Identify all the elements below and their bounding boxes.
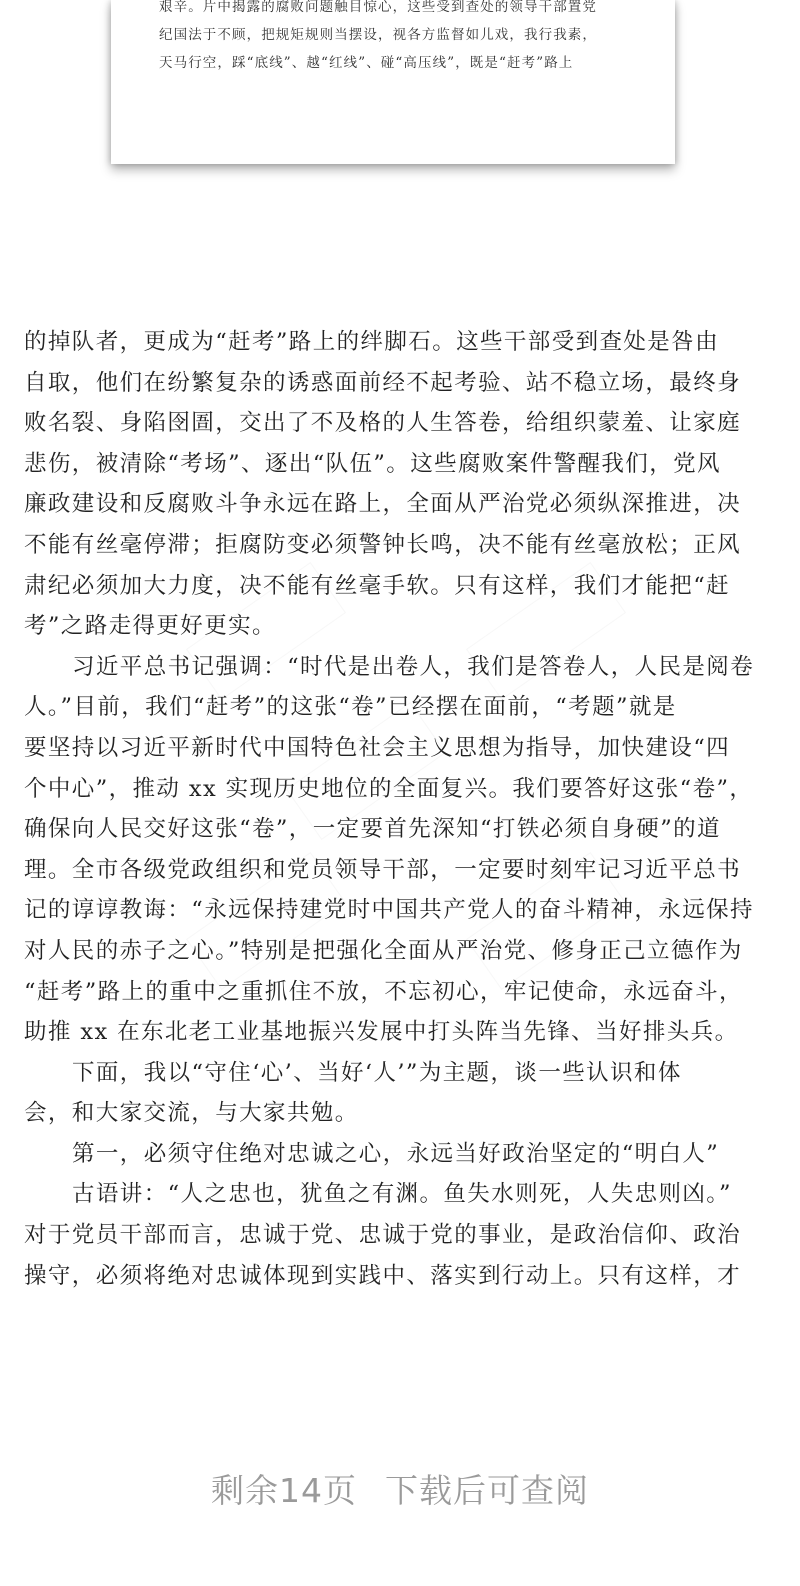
document-body	[24, 322, 776, 1296]
body-line: 自取，他们在纷繁复杂的诱惑面前经不起考验、站不稳立场，最终身	[24, 369, 742, 396]
body-line: 人。”目前，我们“赶考”的这张“卷”已经摆在面前，“考题”就是	[24, 694, 677, 721]
body-line: 记的谆谆教诲：“永远保持建党时中国共产党人的奋斗精神，永远保持	[24, 897, 754, 924]
section-heading: 第一，必须守住绝对忠诚之心，永远当好政治坚定的“明白人”	[72, 1140, 720, 1167]
download-to-read-label[interactable]: 下载后可查阅	[385, 1471, 589, 1510]
body-line: 助推 xx 在东北老工业基地振兴发展中打头阵当先锋、当好排头兵。	[24, 1019, 739, 1046]
previous-page-card	[111, 0, 675, 164]
body-line: 肃纪必须加大力度，决不能有丝毫手软。只有这样，我们才能把“赶	[24, 572, 731, 599]
body-line: 悲伤，被清除“考场”、逐出“队伍”。这些腐败案件警醒我们，党风	[24, 450, 721, 477]
body-line: 要坚持以习近平新时代中国特色社会主义思想为指导，加快建设“四	[24, 734, 731, 761]
body-line: 对人民的赤子之心。”特别是把强化全面从严治党、修身正己立德作为	[24, 937, 743, 964]
body-line: 下面，我以“守住‘心’、当好‘人’”为主题，谈一些认识和体	[72, 1059, 682, 1086]
body-line: 不能有丝毫停滞；拒腐防变必须警钟长鸣，决不能有丝毫放松；正风	[24, 531, 742, 558]
body-line: 对于党员干部而言，忠诚于党、忠诚于党的事业，是政治信仰、政治	[24, 1222, 742, 1249]
body-line: 廉政建设和反腐败斗争永远在路上，全面从严治党必须纵深推进，决	[24, 491, 742, 518]
remaining-pages-prompt[interactable]	[0, 1466, 800, 1516]
body-line: 习近平总书记强调：“时代是出卷人，我们是答卷人，人民是阅卷	[72, 653, 755, 680]
body-line: 古语讲：“人之忠也，犹鱼之有渊。鱼失水则死，人失忠则凶。”	[72, 1181, 732, 1208]
top-page-line: 艰辛。片中揭露的腐败问题触目惊心，这些受到查处的领导干部置党	[159, 0, 597, 15]
top-page-line: 天马行空，踩“底线”、越“红线”、碰“高压线”，既是“赶考”路上	[159, 55, 574, 71]
body-line: 操守，必须将绝对忠诚体现到实践中、落实到行动上。只有这样，才	[24, 1262, 742, 1289]
body-line: 败名裂、身陷囹圄，交出了不及格的人生答卷，给组织蒙羞、让家庭	[24, 410, 742, 437]
top-page-line: 纪国法于不顾，把规矩规则当摆设，视各方监督如儿戏，我行我素，	[159, 27, 597, 43]
body-line: 考”之路走得更好更实。	[24, 613, 276, 640]
body-line: 的掉队者，更成为“赶考”路上的绊脚石。这些干部受到查处是咎由	[24, 329, 720, 355]
body-line: 确保向人民交好这张“卷”，一定要首先深知“打铁必须自身硬”的道	[24, 816, 721, 843]
body-line: 个中心”，推动 xx 实现历史地位的全面复兴。我们要答好这张“卷”，	[24, 775, 754, 802]
body-line: 会，和大家交流，与大家共勉。	[24, 1100, 359, 1127]
remaining-pages-count: 剩余14页	[211, 1471, 357, 1510]
body-line: 理。全市各级党政组织和党员领导干部，一定要时刻牢记习近平总书	[24, 856, 742, 883]
body-line: “赶考”路上的重中之重抓住不放，不忘初心，牢记使命，永远奋斗，	[24, 978, 743, 1005]
